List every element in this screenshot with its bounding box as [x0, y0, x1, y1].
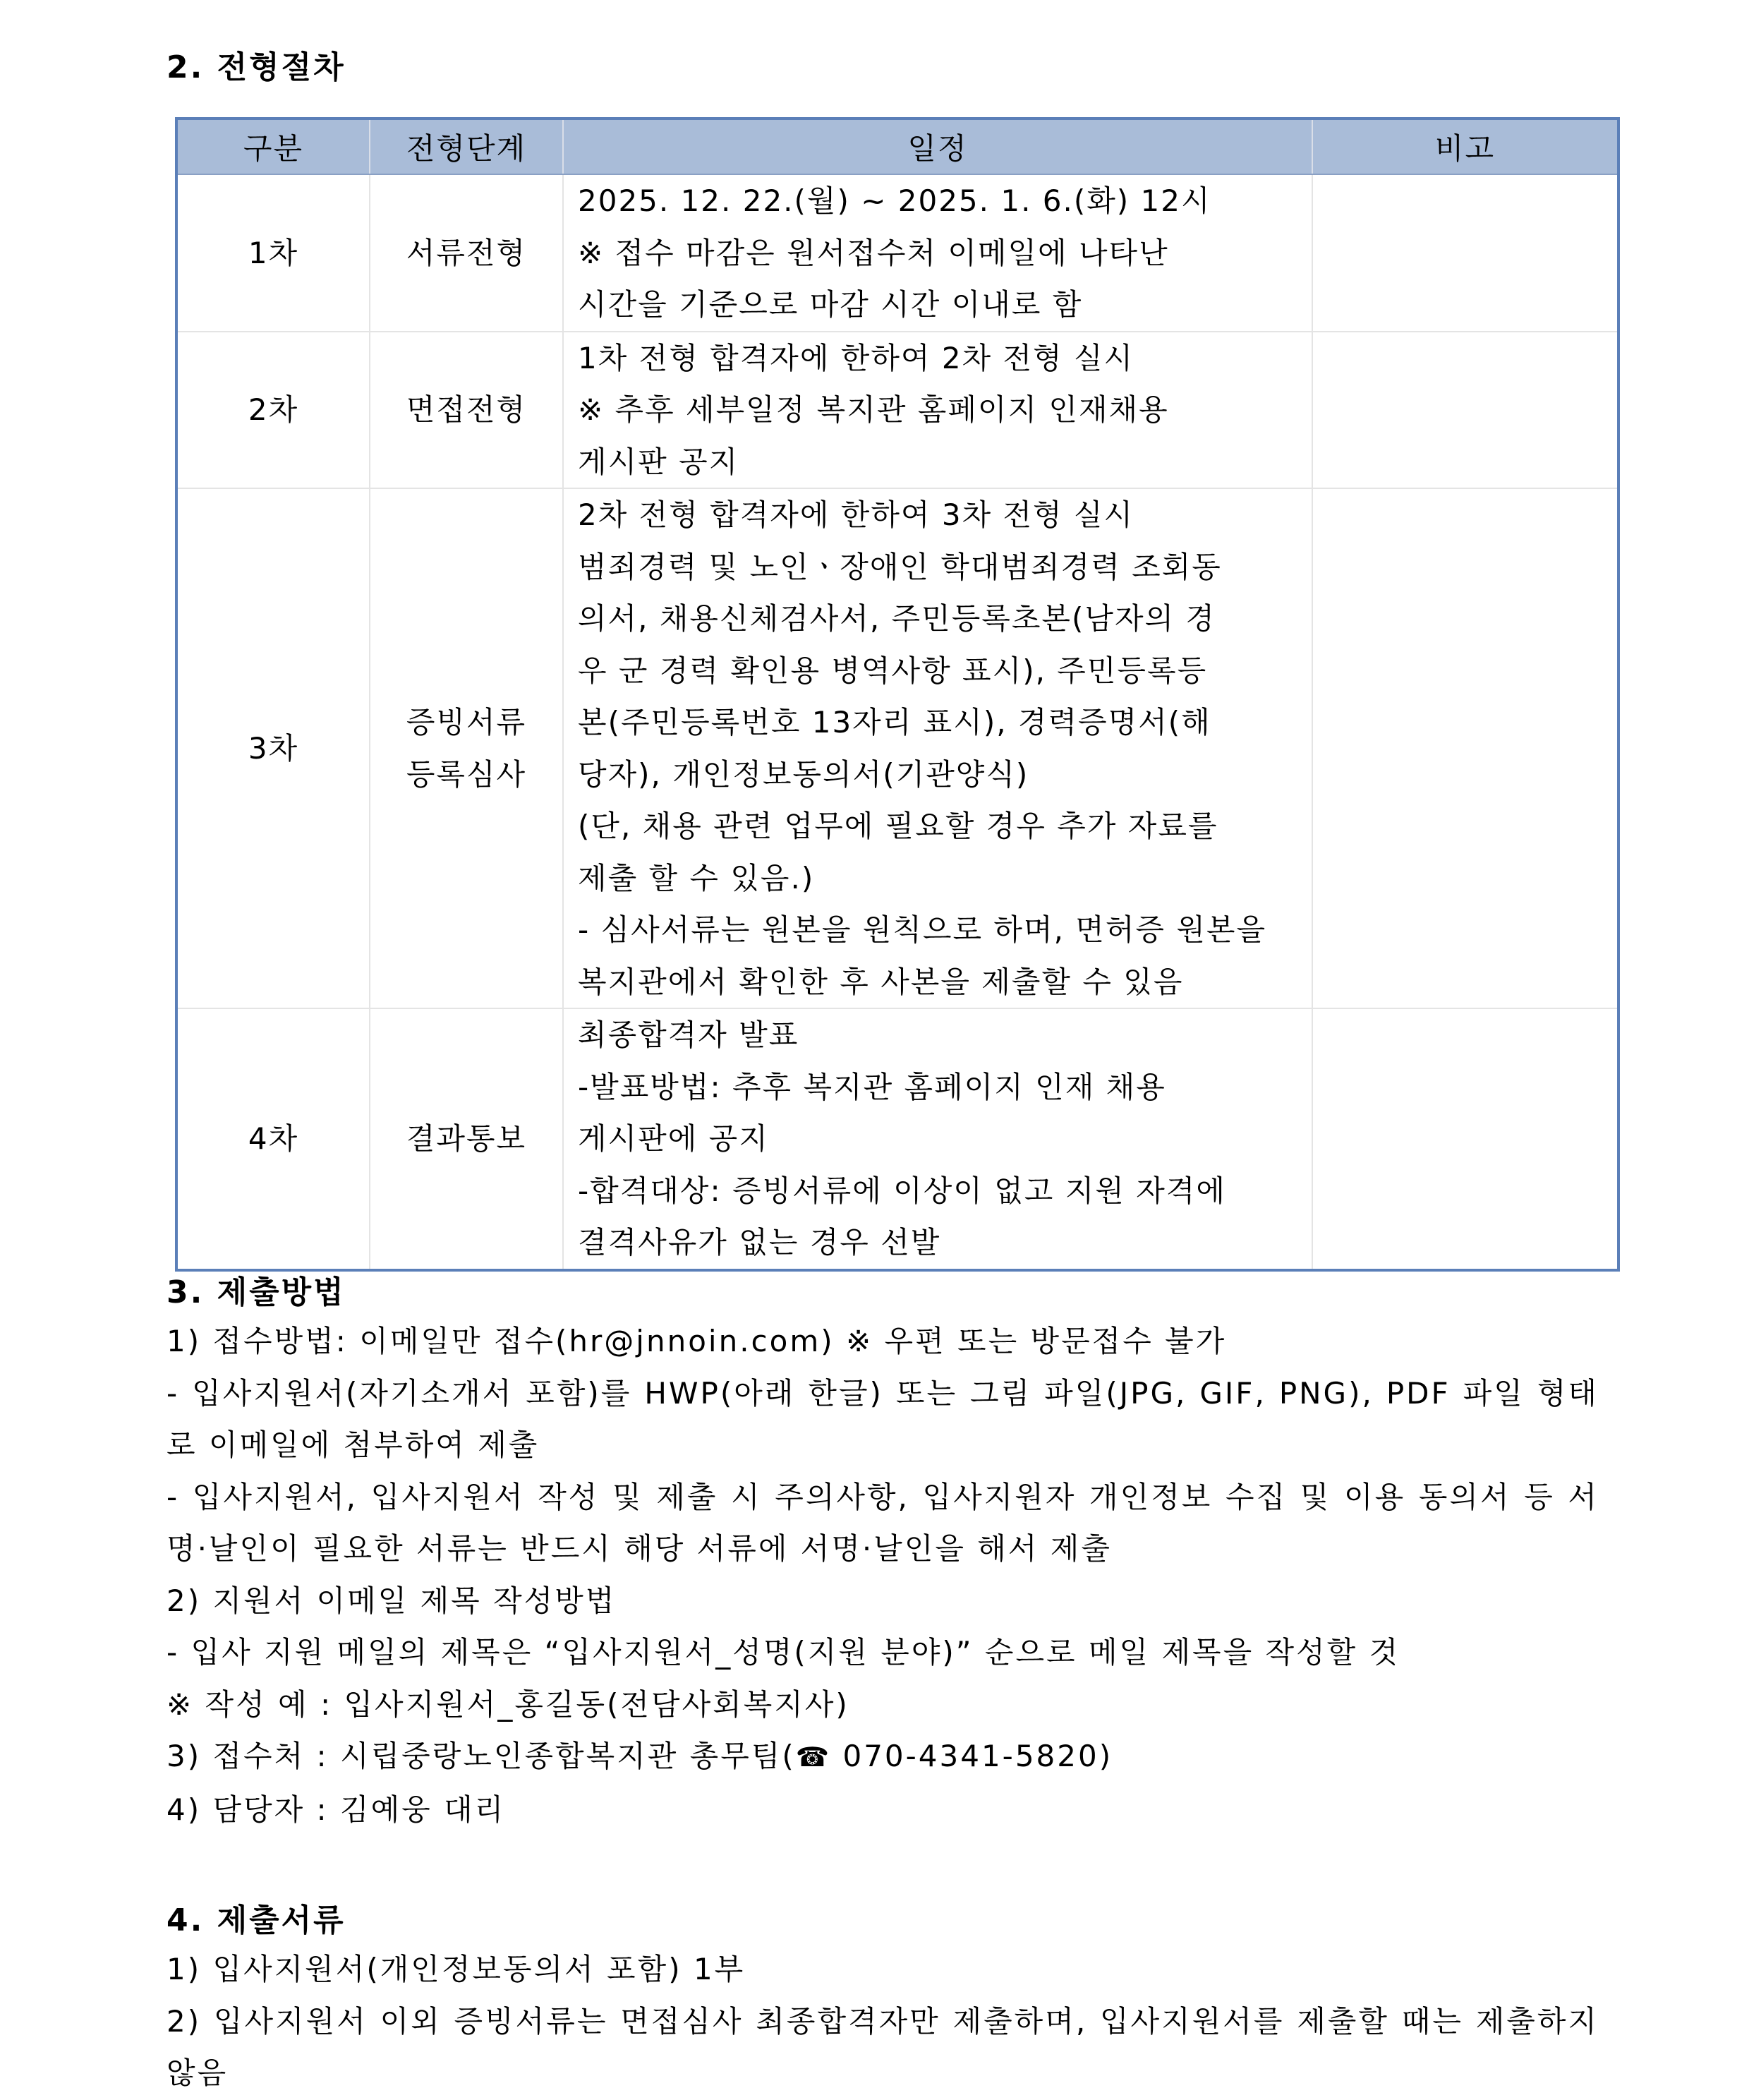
note-cell — [1312, 332, 1618, 489]
document-item-2: 2) 입사지원서 이외 증빙서류는 면접심사 최종합격자만 제출하며, 입사지원서를 제출할 때는 제출하지 않음 — [167, 2003, 1599, 2090]
schedule-line: 우 군 경력 확인용 병역사항 표시), 주민등록등 — [578, 653, 1208, 688]
schedule-line: 제출 할 수 있음.) — [578, 860, 815, 895]
schedule-line: 2차 전형 합격자에 한하여 3차 전형 실시 — [578, 497, 1134, 532]
table-header-row — [176, 119, 1618, 174]
table-row — [176, 1008, 1618, 1270]
col-header-schedule: 일정 — [563, 119, 1312, 174]
schedule-line: 2025. 12. 22.(월) ~ 2025. 1. 6.(화) 12시 — [578, 183, 1211, 218]
method-item-1b: - 입사지원서, 입사지원서 작성 및 제출 시 주의사항, 입사지원자 개인정보 수집 및 이용 동의서 등 서명·날인이 필요한 서류는 반드시 해당 서류에 서명·날인을 해서 제출 — [167, 1479, 1599, 1566]
note-cell — [1312, 488, 1618, 1008]
schedule-line: ※ 접수 마감은 원서접수처 이메일에 나타난 — [578, 235, 1169, 270]
schedule-cell — [563, 174, 1312, 332]
step-cell — [370, 1008, 563, 1270]
step-text: 면접전형 — [406, 392, 527, 427]
phone-icon: ☎ — [795, 1742, 832, 1773]
schedule-cell — [563, 332, 1312, 489]
stage-cell: 2차 — [176, 332, 370, 489]
contact-phone-text: 070-4341-5820) — [831, 1739, 1113, 1773]
schedule-line: 결격사유가 없는 경우 선발 — [578, 1225, 941, 1260]
schedule-line: 당자), 개인정보동의서(기관양식) — [578, 756, 1029, 792]
schedule-line: 의서, 채용신체검사서, 주민등록초본(남자의 경 — [578, 601, 1216, 636]
note-cell — [1312, 1008, 1618, 1270]
stage-cell: 1차 — [176, 174, 370, 332]
method-item-2b: ※ 작성 예 : 입사지원서_홍길동(전담사회복지사) — [167, 1686, 849, 1722]
schedule-line: (단, 채용 관련 업무에 필요할 경우 추가 자료를 — [578, 809, 1218, 843]
schedule-line: -합격대상: 증빙서류에 이상이 없고 지원 자격에 — [578, 1173, 1226, 1208]
section4-heading: 4. 제출서류 — [167, 1902, 346, 1938]
schedule-line: 최종합격자 발표 — [578, 1018, 799, 1052]
document-item-1: 1) 입사지원서(개인정보동의서 포함) 1부 — [167, 1952, 746, 1986]
step-text: 증빙서류 — [406, 705, 527, 740]
note-cell — [1312, 174, 1618, 332]
schedule-cell — [563, 1008, 1312, 1270]
method-item-2a: - 입사 지원 메일의 제목은 “입사지원서_성명(지원 분야)” 순으로 메일 제목을 작성할 것 — [167, 1635, 1400, 1670]
step-text: 결과통보 — [406, 1121, 527, 1156]
step-cell — [370, 488, 563, 1008]
method-item-1: 1) 접수방법: 이메일만 접수(hr@jnnoin.com) ※ 우편 또는 방문접수 불가 — [167, 1324, 1227, 1358]
method-item-3 — [167, 1730, 1599, 1784]
selection-process-table — [175, 117, 1620, 1272]
section3-heading: 3. 제출방법 — [167, 1274, 346, 1310]
schedule-line: 복지관에서 확인한 후 사본을 제출할 수 있음 — [578, 964, 1184, 999]
contact-office-text: 3) 접수처 : 시립중랑노인종합복지관 총무팀( — [167, 1739, 796, 1773]
schedule-line: ※ 추후 세부일정 복지관 홈페이지 인재채용 — [578, 392, 1169, 427]
col-header-category: 구분 — [176, 119, 370, 174]
schedule-line: 본(주민등록번호 13자리 표시), 경력증명서(해 — [578, 705, 1211, 740]
method-item-2: 2) 지원서 이메일 제목 작성방법 — [167, 1583, 617, 1618]
section2-heading: 2. 전형절차 — [167, 49, 346, 85]
step-text: 등록심사 — [406, 756, 527, 792]
table-row — [176, 488, 1618, 1008]
schedule-line: 게시판에 공지 — [578, 1121, 769, 1156]
table-row — [176, 332, 1618, 489]
submission-method-section — [167, 1270, 1599, 1835]
schedule-cell — [563, 488, 1312, 1008]
method-item-4: 4) 담당자 : 김예웅 대리 — [167, 1792, 506, 1827]
stage-cell: 3차 — [176, 488, 370, 1008]
schedule-line: 시간을 기준으로 마감 시간 이내로 함 — [578, 287, 1083, 322]
schedule-line: 게시판 공지 — [578, 444, 739, 479]
required-documents-section — [167, 1898, 1599, 2099]
step-cell — [370, 332, 563, 489]
table-row — [176, 174, 1618, 332]
schedule-line: 범죄경력 및 노인ㆍ장애인 학대범죄경력 조회동 — [578, 549, 1222, 584]
schedule-line: - 심사서류는 원본을 원칙으로 하며, 면허증 원본을 — [578, 912, 1267, 947]
col-header-note: 비고 — [1312, 119, 1618, 174]
step-text: 서류전형 — [406, 235, 527, 270]
schedule-line: 1차 전형 합격자에 한하여 2차 전형 실시 — [578, 340, 1134, 375]
step-cell — [370, 174, 563, 332]
schedule-line: -발표방법: 추후 복지관 홈페이지 인재 채용 — [578, 1069, 1166, 1104]
method-item-1a: - 입사지원서(자기소개서 포함)를 HWP(아래 한글) 또는 그림 파일(JPG, GIF, PNG), PDF 파일 형태로 이메일에 첨부하여 제출 — [167, 1375, 1599, 1462]
stage-cell: 4차 — [176, 1008, 370, 1270]
col-header-step: 전형단계 — [370, 119, 563, 174]
